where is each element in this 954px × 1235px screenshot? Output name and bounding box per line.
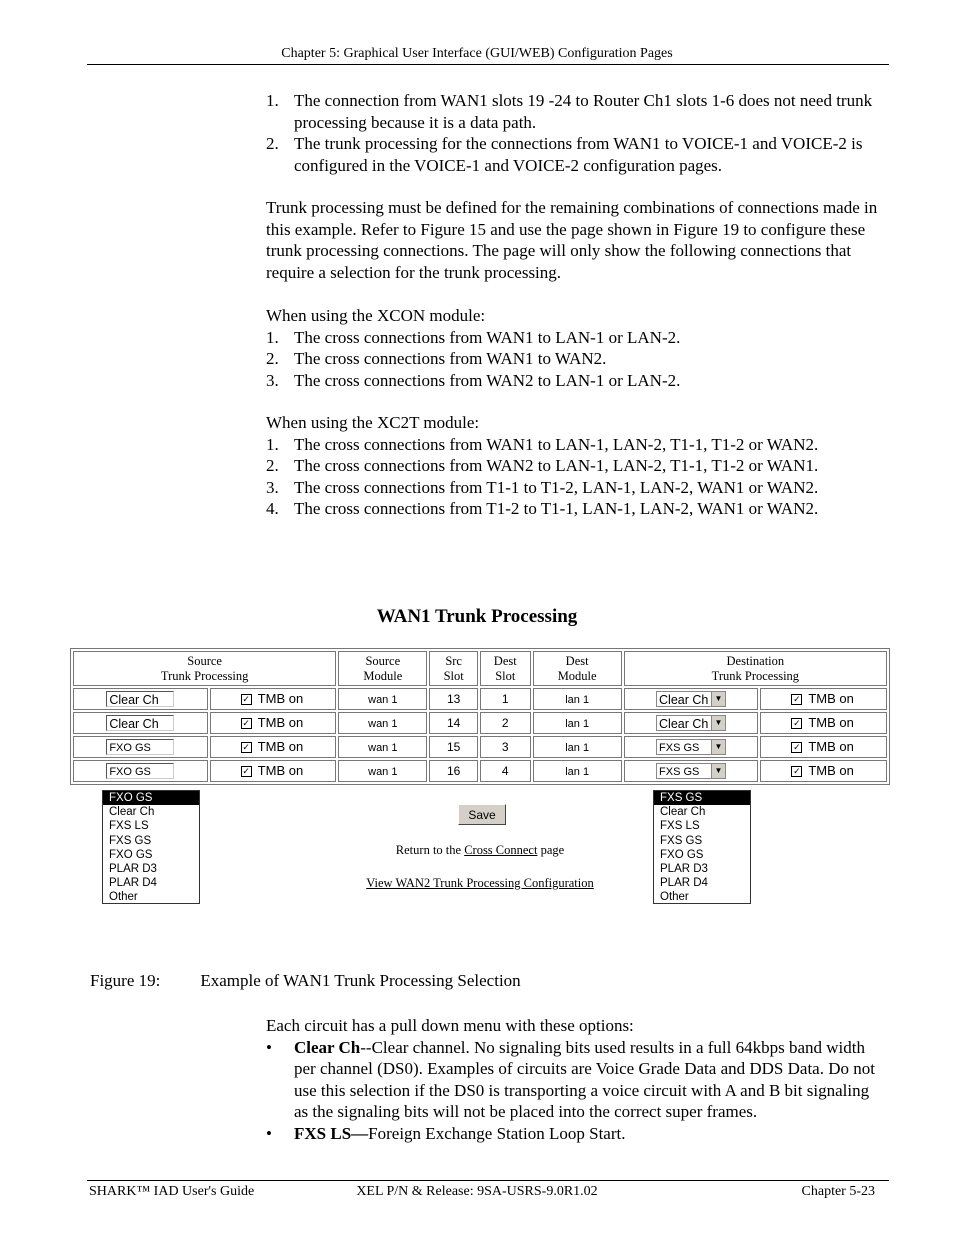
list-option[interactable]: FXS LS [660, 820, 700, 833]
src-slot: 15 [429, 736, 478, 758]
return-line: Return to the Cross Connect page [395, 843, 565, 857]
list-option[interactable]: PLAR D3 [109, 863, 157, 876]
col-header-source-tp: Source Trunk Processing [73, 651, 336, 686]
trunk-processing-table [70, 648, 890, 785]
list-item: 2. The cross connections from WAN2 to LAN-1, LAN-2, T1-1, T1-2 or WAN1. [266, 456, 819, 475]
source-tmb-checkbox[interactable]: ✓ TMB on [242, 691, 304, 706]
source-tmb-checkbox[interactable]: ✓ TMB on [242, 763, 304, 778]
checkmark-icon: ✓ [242, 766, 250, 777]
source-tmb-checkbox[interactable]: ✓ TMB on [242, 715, 304, 730]
list-option[interactable]: PLAR D4 [109, 877, 157, 890]
dest-module: lan 1 [565, 693, 590, 706]
checkmark-icon: ✓ [242, 742, 250, 753]
footer-center: XEL P/N & Release: 9SA-USRS-9.0R1.02 [356, 1184, 598, 1199]
view-line [330, 876, 630, 891]
source-trunk-options-list[interactable] [102, 790, 200, 904]
source-trunk-input[interactable]: FXO GS [106, 763, 174, 779]
source-trunk-input[interactable]: FXO GS [106, 739, 174, 755]
checkmark-icon: ✓ [793, 718, 801, 729]
bullet-icon: • [266, 1037, 272, 1057]
col-header-src-slot: Src Slot [429, 651, 478, 686]
col-header-dest-module: Dest Module [533, 651, 622, 686]
page-header: Chapter 5: Graphical User Interface (GUI/WEB) Configuration Pages [281, 46, 673, 61]
intro-list [266, 90, 876, 176]
list-item: 2. The cross connections from WAN1 to WAN2. [266, 349, 607, 368]
list-item: 3. The cross connections from T1-1 to T1-2, LAN-1, LAN-2, WAN1 or WAN2. [266, 477, 819, 497]
list-option[interactable]: FXS GS [654, 791, 750, 805]
xcon-section [266, 305, 878, 391]
dest-slot: 2 [480, 712, 531, 734]
list-item: 4. The cross connections from T1-2 to T1-1, LAN-1, LAN-2, WAN1 or WAN2. [266, 499, 819, 518]
source-module: wan 1 [368, 765, 398, 778]
dest-trunk-select[interactable]: FXS GS ▼ [656, 739, 726, 755]
source-module: wan 1 [368, 741, 398, 754]
list-option[interactable]: FXS LS [109, 820, 149, 833]
xc2t-section [266, 412, 886, 520]
col-header-dest-tp: Destination Trunk Processing [624, 651, 887, 686]
dropdown-arrow-icon: ▼ [711, 716, 725, 730]
dest-slot: 3 [480, 736, 531, 758]
save-button[interactable]: Save [458, 804, 506, 825]
dest-trunk-select[interactable]: Clear Ch ▼ [656, 715, 726, 731]
figure-caption: Figure 19: Example of WAN1 Trunk Processing Selection [90, 971, 521, 990]
view-wan2-trunk-link[interactable]: View WAN2 Trunk Processing Configuration [366, 876, 594, 890]
checkmark-icon: ✓ [793, 694, 801, 705]
dropdown-arrow-icon: ▼ [711, 764, 725, 778]
table-header-row [73, 651, 887, 686]
cross-connect-link[interactable]: Cross Connect [464, 843, 538, 857]
src-slot: 13 [429, 688, 478, 710]
col-header-dest-slot: Dest Slot [480, 651, 531, 686]
footer-right: Chapter 5-23 [801, 1184, 875, 1199]
dest-slot: 1 [480, 688, 531, 710]
source-module: wan 1 [368, 717, 398, 730]
dest-module: lan 1 [565, 741, 590, 754]
src-slot: 16 [429, 760, 478, 782]
list-option[interactable]: FXO GS [660, 848, 704, 861]
options-intro: Each circuit has a pull down menu with these options: [266, 1016, 634, 1035]
list-item: • Clear Ch--Clear channel. No signaling bits used results in a full 64kbps band width per channel (DS0). Examples of circuits are Voice Grade Data and DDS Data. Do not use this selection if the DS0 is transporting a voice circuit with A and B bit signaling as the signaling bits will not be placed into the correct super frames. [266, 1037, 875, 1121]
table-row [73, 760, 887, 782]
dest-trunk-select[interactable]: Clear Ch ▼ [656, 691, 726, 707]
source-trunk-input[interactable]: Clear Ch [106, 691, 174, 707]
footer-rule [87, 1180, 889, 1181]
paragraph: Trunk processing must be defined for the remaining combinations of connections made in this example. Refer to Figure 15 and use the page shown in Figure 19 to configure these trunk processing connections. The page will only show the following connections that require a selection for the trunk processing. [266, 198, 878, 282]
table-row [73, 688, 887, 710]
header-rule [87, 64, 889, 65]
list-option[interactable]: FXS GS [109, 834, 152, 847]
checkmark-icon: ✓ [242, 694, 250, 705]
col-header-source-module: Source Module [338, 651, 427, 686]
table-row [73, 712, 887, 734]
source-tmb-checkbox[interactable]: ✓ TMB on [242, 739, 304, 754]
src-slot: 14 [429, 712, 478, 734]
figure-title: WAN1 Trunk Processing [376, 606, 578, 627]
list-option[interactable]: PLAR D4 [660, 877, 708, 890]
list-option[interactable]: Other [660, 891, 689, 904]
list-item: • FXS LS—Foreign Exchange Station Loop Start. [266, 1123, 626, 1143]
list-item: 1. The cross connections from WAN1 to LAN-1 or LAN-2. [266, 327, 681, 347]
source-module: wan 1 [368, 693, 398, 706]
dest-trunk-options-list[interactable] [653, 790, 751, 904]
list-option[interactable]: FXO GS [103, 791, 199, 805]
options-section [266, 1015, 878, 1144]
list-item: 2. The trunk processing for the connections from WAN1 to VOICE-1 and VOICE-2 is configured in the VOICE-1 and VOICE-2 configuration pages. [266, 134, 863, 175]
checkmark-icon: ✓ [793, 742, 801, 753]
dest-module: lan 1 [565, 717, 590, 730]
list-option[interactable]: Clear Ch [660, 806, 706, 819]
list-item: 3. The cross connections from WAN2 to LAN-1 or LAN-2. [266, 370, 681, 390]
dest-trunk-select[interactable]: FXS GS ▼ [656, 763, 726, 779]
checkmark-icon: ✓ [793, 766, 801, 777]
dest-tmb-checkbox[interactable]: ✓ TMB on [793, 763, 854, 778]
checkmark-icon: ✓ [242, 718, 250, 729]
section-heading: When using the XC2T module: [266, 413, 480, 432]
dropdown-arrow-icon: ▼ [711, 692, 725, 706]
list-item: 1. The connection from WAN1 slots 19 -24 to Router Ch1 slots 1-6 does not need trunk processing because it is a data path. [266, 91, 873, 132]
source-trunk-input[interactable]: Clear Ch [106, 715, 174, 731]
list-option[interactable]: Other [109, 891, 138, 904]
section-heading: When using the XCON module: [266, 306, 486, 325]
dest-tmb-checkbox[interactable]: ✓ TMB on [793, 691, 854, 706]
list-option[interactable]: PLAR D3 [660, 863, 708, 876]
list-option[interactable]: FXO GS [109, 848, 153, 861]
table-row [73, 736, 887, 758]
list-item: 1. The cross connections from WAN1 to LAN-1, LAN-2, T1-1, T1-2 or WAN2. [266, 434, 819, 454]
dropdown-arrow-icon: ▼ [711, 740, 725, 754]
bullet-icon: • [266, 1123, 272, 1143]
dest-module: lan 1 [565, 765, 590, 778]
list-option[interactable]: FXS GS [660, 834, 703, 847]
dest-tmb-checkbox[interactable]: ✓ TMB on [793, 715, 854, 730]
dest-slot: 4 [480, 760, 531, 782]
dest-tmb-checkbox[interactable]: ✓ TMB on [793, 739, 854, 754]
footer-left: SHARK™ IAD User's Guide [89, 1184, 255, 1199]
list-option[interactable]: Clear Ch [109, 806, 155, 819]
